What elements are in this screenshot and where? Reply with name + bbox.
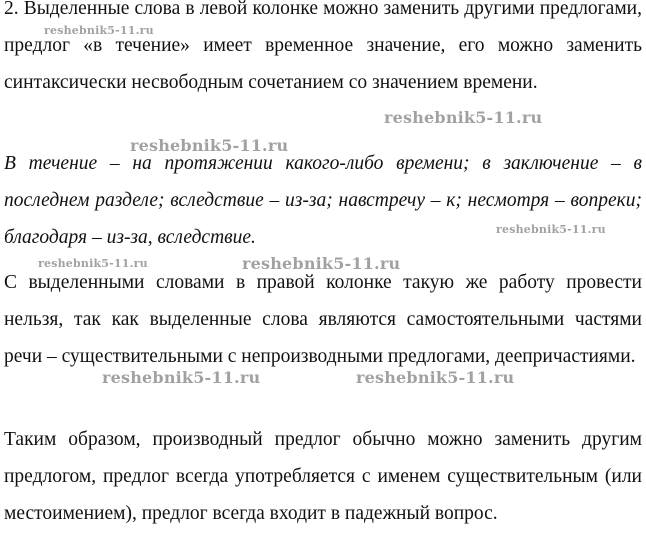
watermark: reshebnik5-11.ru [356, 368, 515, 387]
paragraph-right-column: С выделенными словами в правой колонке такую же работу провести нельзя, так как выделенные слова являются самостоятельными частями речи – существительными с непроизводными предлогами, деепричастиями. [4, 272, 642, 367]
watermark: reshebnik5-11.ru [496, 223, 606, 236]
watermark: reshebnik5-11.ru [130, 136, 289, 155]
paragraph-examples: В течение – на протяжении какого-либо времени; в заключение – в последнем разделе; вследствие – из-за; навстречу – к; несмотря – вопреки; благодаря – из-за, вследствие. [4, 153, 642, 248]
watermark: reshebnik5-11.ru [44, 24, 154, 37]
paragraph-intro: 2. Выделенные слова в левой колонке можно заменить другими предлогами, предлог «в течение» имеет временное значение, его можно заменить синтаксически несвободным сочетанием со значением времени. [4, 0, 642, 93]
paragraph-conclusion: Таким образом, производный предлог обычно можно заменить другим предлогом, предлог всегда употребляется с именем существительным (или местоимением), предлог всегда входит в падежный вопрос. [4, 429, 642, 524]
watermark: reshebnik5-11.ru [384, 108, 543, 127]
watermark: reshebnik5-11.ru [242, 254, 401, 273]
watermark: reshebnik5-11.ru [38, 257, 148, 270]
watermark: reshebnik5-11.ru [102, 368, 261, 387]
